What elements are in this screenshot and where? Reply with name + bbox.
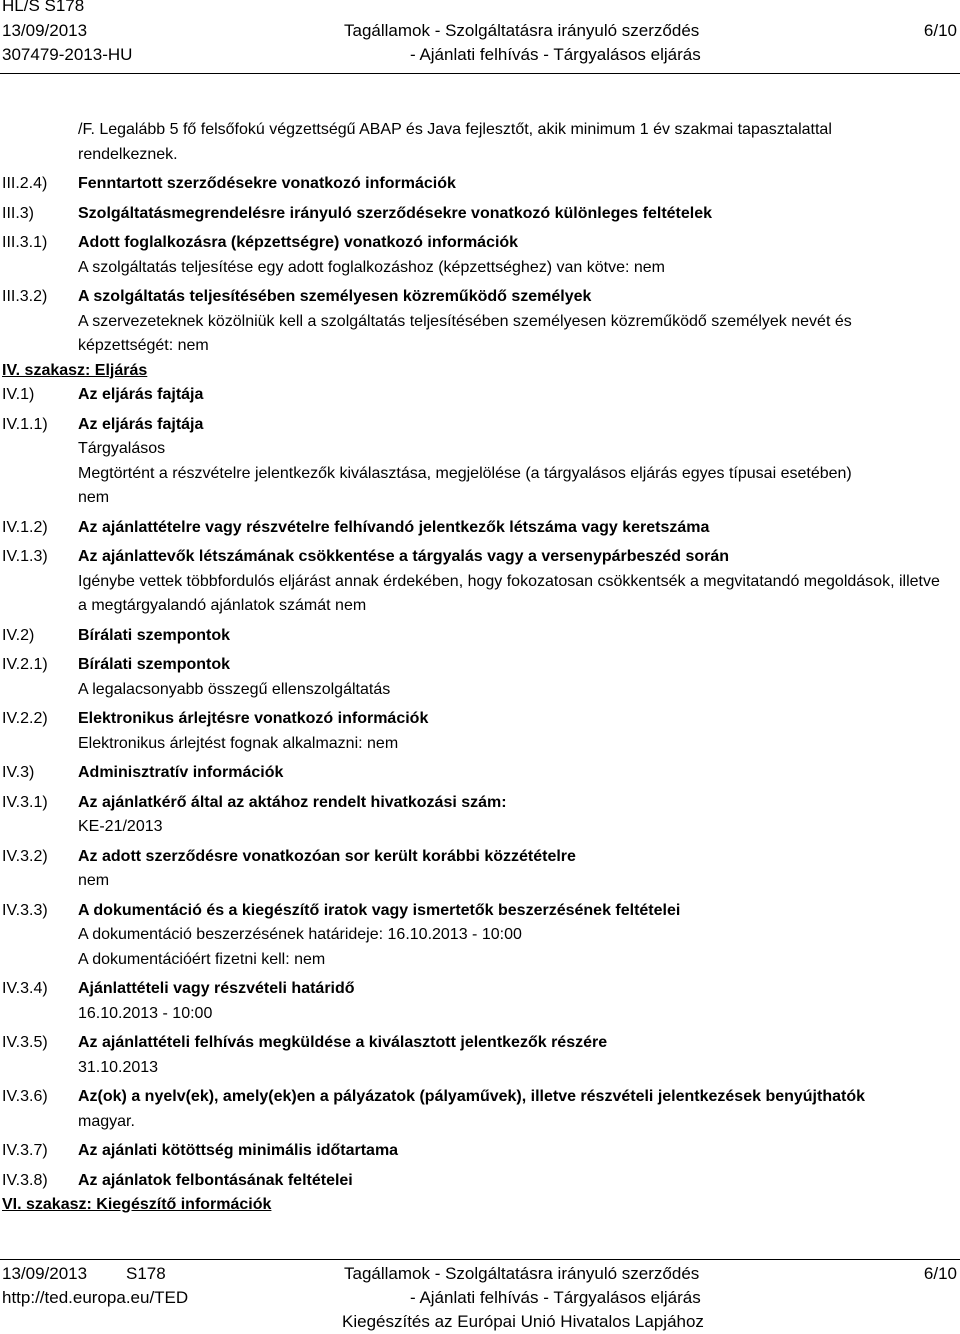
section-number: IV.1.3) xyxy=(2,548,48,565)
section-number: IV.3.1) xyxy=(2,793,48,811)
section-text: Elektronikus árlejtést fognak alkalmazni: nem xyxy=(78,734,399,752)
header-rule xyxy=(0,73,960,74)
section-iv-3-2 xyxy=(0,845,960,870)
section-text: KE-21/2013 xyxy=(78,818,163,835)
section-iii-3-1 xyxy=(0,231,960,256)
section-iv-2-2 xyxy=(0,707,960,732)
section-title: Bírálati szempontok xyxy=(78,656,231,673)
header-page-number: 6/10 xyxy=(923,21,957,40)
footer-code: S178 xyxy=(126,1264,166,1283)
section-iv-heading: IV. szakasz: Eljárás xyxy=(2,361,148,379)
section-number: IV.3.4) xyxy=(2,980,48,997)
section-title: Az ajánlattevők létszámának csökkentése a tárgyalás vagy a versenypárbeszéd során xyxy=(78,548,730,565)
section-iv-3-8 xyxy=(0,1169,960,1194)
section-text: A dokumentációért fizetni kell: nem xyxy=(78,950,326,968)
section-iii-3-2 xyxy=(0,285,960,310)
section-number: IV.3) xyxy=(2,764,35,781)
document-body xyxy=(0,118,960,1218)
page-footer xyxy=(0,1262,960,1334)
section-iv-1-2 xyxy=(0,516,960,541)
section-number: III.3.1) xyxy=(2,234,48,251)
section-number: IV.3.6) xyxy=(2,1088,48,1105)
section-number: III.3.2) xyxy=(2,288,48,305)
section-iv-3-5 xyxy=(0,1031,960,1056)
footer-subtitle: - Ajánlati felhívás - Tárgyalásos eljárás xyxy=(410,1288,701,1307)
section-text: nem xyxy=(78,872,110,889)
section-number: IV.1.1) xyxy=(2,415,48,433)
section-iii-2-4 xyxy=(0,172,960,197)
section-title: Az adott szerződésre vonatkozóan sor került korábbi közzétételre xyxy=(78,847,576,865)
section-text: A szervezeteknek közölniük kell a szolgáltatás teljesítésében személyesen közreműködő személyek nevét és képzettségét: nem xyxy=(78,312,852,354)
section-title: A szolgáltatás teljesítésében személyesen közreműködő személyek xyxy=(78,288,592,305)
section-title: Fenntartott szerződésekre vonatkozó információk xyxy=(78,175,456,192)
section-number: IV.2.2) xyxy=(2,710,48,727)
footer-date: 13/09/2013 xyxy=(2,1264,88,1283)
section-iv-3-3 xyxy=(0,899,960,924)
section-number: IV.2) xyxy=(2,626,35,644)
section-iv-3 xyxy=(0,761,960,786)
header-subtitle: - Ajánlati felhívás - Tárgyalásos eljárás xyxy=(410,45,701,64)
header-org: HL/S S178 xyxy=(2,0,85,15)
section-title: Adott foglalkozásra (képzettségre) vonatkozó információk xyxy=(78,234,519,251)
section-title: Bírálati szempontok xyxy=(78,626,231,644)
section-value: Tárgyalásos xyxy=(78,440,166,457)
section-iv-1-3 xyxy=(0,545,960,570)
section-text: 16.10.2013 - 10:00 xyxy=(78,1004,213,1022)
intro-line-2: rendelkeznek. xyxy=(78,145,178,163)
section-title: Az eljárás fajtája xyxy=(78,386,204,403)
section-title: Az ajánlatok felbontásának feltételei xyxy=(78,1171,353,1189)
footer-title: Tagállamok - Szolgáltatásra irányuló szerződés xyxy=(344,1264,700,1283)
section-iv-3-6 xyxy=(0,1085,960,1110)
section-title: Az(ok) a nyelv(ek), amely(ek)en a pályázatok (pályaművek), illetve részvételi jelentkezések benyújthatók xyxy=(78,1088,865,1105)
section-answer: nem xyxy=(78,489,110,506)
section-number: IV.3.3) xyxy=(2,901,48,919)
header-title: Tagállamok - Szolgáltatásra irányuló szerződés xyxy=(344,21,700,40)
section-text: 31.10.2013 xyxy=(78,1058,159,1076)
section-iv-3-1 xyxy=(0,791,960,816)
section-title: Az ajánlattételre vagy részvételre felhívandó jelentkezők létszáma vagy keretszáma xyxy=(78,518,710,536)
section-iv-3-7 xyxy=(0,1139,960,1164)
section-number: III.2.4) xyxy=(2,175,48,192)
section-title: A dokumentáció és a kiegészítő iratok vagy ismertetők beszerzésének feltételei xyxy=(78,901,681,919)
section-number: IV.3.8) xyxy=(2,1171,48,1189)
section-title: Elektronikus árlejtésre vonatkozó információk xyxy=(78,710,429,727)
section-number: IV.3.2) xyxy=(2,847,48,865)
page-header xyxy=(0,0,960,72)
section-number: III.3) xyxy=(2,204,35,222)
section-number: IV.2.1) xyxy=(2,656,48,673)
section-text: A legalacsonyabb összegű ellenszolgáltatás xyxy=(78,680,391,698)
section-text: Igénybe vettek többfordulós eljárást annak érdekében, hogy fokozatosan csökkentsék a megvitatandó megoldások, illetve a megtárgyalandó ajánlatok számát nem xyxy=(78,572,940,614)
section-iii-3 xyxy=(0,202,960,227)
header-date: 13/09/2013 xyxy=(2,21,88,40)
section-title: Adminisztratív információk xyxy=(78,764,284,781)
section-number: IV.3.5) xyxy=(2,1034,48,1051)
section-text: A dokumentáció beszerzésének határideje: 16.10.2013 - 10:00 xyxy=(78,926,522,943)
section-iv-3-4 xyxy=(0,977,960,1002)
section-title: Az ajánlati kötöttség minimális időtartama xyxy=(78,1142,399,1159)
intro-line-1: /F. Legalább 5 fő felsőfokú végzettségű ABAP és Java fejlesztőt, akik minimum 1 év szakmai tapasztalattal xyxy=(78,121,832,138)
section-vi-heading: VI. szakasz: Kiegészítő információk xyxy=(2,1196,272,1213)
section-iv-1-1 xyxy=(0,413,960,438)
section-title: Az ajánlatkérő által az aktához rendelt hivatkozási szám: xyxy=(78,793,507,811)
footer-supplement: Kiegészítés az Európai Unió Hivatalos Lapjához xyxy=(342,1312,704,1331)
section-iv-2-1 xyxy=(0,653,960,678)
footer-rule xyxy=(0,1259,960,1260)
section-text: A szolgáltatás teljesítése egy adott foglalkozáshoz (képzettséghez) van kötve: nem xyxy=(78,258,665,276)
section-title: Az eljárás fajtája xyxy=(78,415,204,433)
section-iv-2 xyxy=(0,624,960,649)
section-title: Az ajánlattételi felhívás megküldése a kiválasztott jelentkezők részére xyxy=(78,1034,608,1051)
section-title: Ajánlattételi vagy részvételi határidő xyxy=(78,980,355,997)
section-number: IV.1.2) xyxy=(2,518,48,536)
footer-url: http://ted.europa.eu/TED xyxy=(2,1288,189,1307)
section-title: Szolgáltatásmegrendelésre irányuló szerződésekre vonatkozó különleges feltételek xyxy=(78,204,713,222)
section-text: Megtörtént a részvételre jelentkezők kiválasztása, megjelölése (a tárgyalásos eljárás egyes típusai esetében) xyxy=(78,464,852,482)
section-number: IV.3.7) xyxy=(2,1142,48,1159)
header-doc-id: 307479-2013-HU xyxy=(2,45,133,64)
section-text: magyar. xyxy=(78,1112,135,1130)
footer-page-number: 6/10 xyxy=(923,1264,957,1283)
section-iv-1 xyxy=(0,383,960,408)
section-number: IV.1) xyxy=(2,386,35,403)
